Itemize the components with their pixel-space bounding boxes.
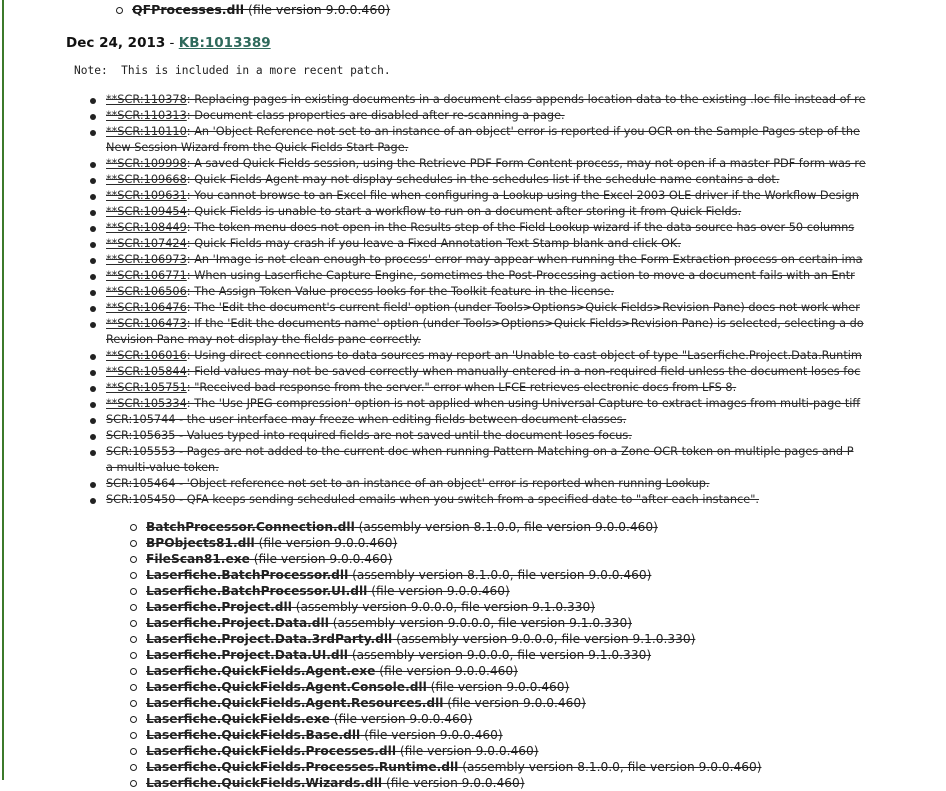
file-info: (file version 9.0.0.460) [375, 664, 518, 678]
scr-description: : A saved Quick Fields session, using the Retrieve PDF Form Content process, may not open if a master PDF form was re [186, 157, 866, 170]
scr-text [106, 445, 854, 458]
scr-id: **SCR:105334 [106, 397, 187, 410]
disc-bullet-icon [90, 482, 96, 488]
file-name: FileScan81.exe [146, 552, 250, 566]
circle-bullet-icon [130, 716, 137, 723]
disc-bullet-icon [90, 306, 96, 312]
file-name: Laserfiche.Project.Data.dll [146, 616, 329, 630]
scr-description: : "Received bad response from the server." error when LFCE retrieves electronic docs from LFS 8. [186, 381, 737, 394]
scr-item [106, 172, 946, 188]
file-name: Laserfiche.QuickFields.Processes.Runtime.dll [146, 760, 459, 774]
file-info: (assembly version 9.0.0.0, file version 9.1.0.330) [347, 648, 652, 662]
scr-id: **SCR:106506 [106, 285, 187, 298]
scr-text [106, 269, 855, 282]
file-info: (file version 9.0.0.460) [443, 696, 586, 710]
scr-item [106, 204, 946, 220]
circle-bullet-icon [130, 652, 137, 659]
scr-item [106, 188, 946, 204]
circle-bullet-icon [116, 7, 123, 14]
scr-item [106, 492, 946, 508]
disc-bullet-icon [90, 370, 96, 376]
top-file-entry [132, 2, 390, 17]
scr-id: **SCR:108449 [106, 221, 187, 234]
circle-bullet-icon [130, 636, 137, 643]
scr-description: : Using direct connections to data sources may report an 'Unable to cast object of type "Laserfiche.Project.Data.Runtim [186, 349, 862, 362]
circle-bullet-icon [130, 604, 137, 611]
scr-item [106, 108, 946, 124]
disc-bullet-icon [90, 130, 96, 136]
scr-description: : The 'Use JPEG compression' option is not applied when using Universal Capture to extract images from multi-page tiff [186, 397, 861, 410]
scr-id: **SCR:106016 [106, 349, 187, 362]
scr-description: SCR:105744 - the user interface may freeze when editing fields between document classes. [106, 413, 627, 426]
scr-item [106, 268, 946, 284]
disc-bullet-icon [90, 178, 96, 184]
disc-bullet-icon [90, 242, 96, 248]
file-item [146, 663, 761, 679]
scr-text [106, 253, 863, 266]
scr-id: **SCR:106771 [106, 269, 187, 282]
scr-item [106, 236, 946, 252]
scr-id: **SCR:109454 [106, 205, 187, 218]
scr-item [106, 428, 946, 444]
disc-bullet-icon [90, 402, 96, 408]
scr-id: **SCR:109998 [106, 157, 187, 170]
scr-item [106, 252, 946, 268]
scr-description: : Quick Fields may crash if you leave a Fixed Annotation Text Stamp blank and click OK. [186, 237, 681, 250]
scr-text [106, 237, 681, 250]
file-name: Laserfiche.QuickFields.Agent.Resources.dll [146, 696, 444, 710]
file-item [146, 727, 761, 743]
scr-item [106, 348, 946, 364]
disc-bullet-icon [90, 386, 96, 392]
file-info: (file version 9.0.0.460) [248, 2, 391, 17]
disc-bullet-icon [90, 322, 96, 328]
file-info: (assembly version 8.1.0.0, file version 9.0.0.460) [458, 760, 762, 774]
scr-description: : Quick Fields Agent may not display schedules in the schedules list if the schedule name contains a dot. [186, 173, 780, 186]
file-name: BatchProcessor.Connection.dll [146, 520, 355, 534]
scr-item [106, 284, 946, 300]
scr-description: : Document class properties are disabled after re-scanning a page. [186, 109, 565, 122]
disc-bullet-icon [90, 274, 96, 280]
circle-bullet-icon [130, 668, 137, 675]
disc-bullet-icon [90, 434, 96, 440]
file-item [146, 535, 761, 551]
scr-id: **SCR:110313 [106, 109, 187, 122]
scr-description: SCR:105553 - Pages are not added to the current doc when running Pattern Matching on a Zone OCR token on multiple pages and P [106, 445, 854, 458]
circle-bullet-icon [130, 732, 137, 739]
file-info: (assembly version 8.1.0.0, file version 9.0.0.460) [354, 520, 658, 534]
disc-bullet-icon [90, 450, 96, 456]
scr-item [106, 220, 946, 236]
heading-separator: - [165, 35, 179, 51]
scr-text [106, 285, 614, 298]
file-info: (file version 9.0.0.460) [329, 712, 473, 726]
scr-text [106, 381, 736, 394]
file-info: (file version 9.0.0.460) [249, 552, 393, 566]
file-item [146, 743, 761, 759]
scr-id: **SCR:106473 [106, 317, 187, 330]
kb-link[interactable]: KB:1013389 [178, 35, 271, 51]
scr-id: **SCR:109631 [106, 189, 187, 202]
release-date: Dec 24, 2013 [66, 35, 166, 51]
file-item [146, 551, 761, 567]
scr-description-continued: New Session Wizard from the Quick Fields Start Page. [106, 141, 409, 154]
scr-item [106, 396, 946, 412]
disc-bullet-icon [90, 162, 96, 168]
file-name: Laserfiche.QuickFields.Wizards.dll [146, 776, 383, 790]
scr-text [106, 493, 759, 506]
file-info: (file version 9.0.0.460) [254, 536, 398, 550]
scr-description: SCR:105450 - QFA keeps sending scheduled emails when you switch from a specified date to "after each instance". [106, 493, 760, 506]
file-name: Laserfiche.BatchProcessor.dll [146, 568, 349, 582]
circle-bullet-icon [130, 684, 137, 691]
file-item [146, 759, 761, 775]
file-item [146, 711, 761, 727]
file-name: Laserfiche.Project.Data.3rdParty.dll [146, 632, 393, 646]
file-item [146, 583, 761, 599]
file-item [146, 679, 761, 695]
disc-bullet-icon [90, 258, 96, 264]
scr-text [106, 125, 860, 138]
scr-description: : The token menu does not open in the Results step of the Field Lookup wizard if the data source has over 50 columns [186, 221, 855, 234]
disc-bullet-icon [90, 226, 96, 232]
scr-text [106, 205, 741, 218]
scr-text [106, 349, 862, 362]
scr-id: **SCR:105751 [106, 381, 187, 394]
scr-text [106, 429, 632, 442]
scr-item [106, 444, 946, 476]
scr-list [106, 92, 946, 508]
scr-id: **SCR:107424 [106, 237, 187, 250]
file-item [146, 599, 761, 615]
scr-description: : You cannot browse to an Excel file when configuring a Lookup using the Excel 2003 OLE driver if the Workflow Design [186, 189, 859, 202]
file-info: (assembly version 9.0.0.0, file version 9.1.0.330) [392, 632, 696, 646]
scr-item [106, 412, 946, 428]
file-name: Laserfiche.QuickFields.Agent.Console.dll [146, 680, 427, 694]
disc-bullet-icon [90, 210, 96, 216]
file-info: (file version 9.0.0.460) [360, 728, 503, 742]
file-name: Laserfiche.QuickFields.Base.dll [146, 728, 361, 742]
scr-item [106, 300, 946, 316]
scr-description: : Replacing pages in existing documents in a document class appends location data to the existing .loc file instead of re [186, 93, 866, 106]
note-text: Note: This is included in a more recent patch. [74, 64, 391, 77]
disc-bullet-icon [90, 290, 96, 296]
circle-bullet-icon [130, 700, 137, 707]
file-info: (file version 9.0.0.460) [396, 744, 539, 758]
file-item [146, 615, 761, 631]
scr-item [106, 92, 946, 108]
file-info: (assembly version 9.0.0.0, file version 9.1.0.330) [328, 616, 633, 630]
file-item [146, 775, 761, 791]
file-name: BPObjects81.dll [146, 536, 255, 550]
file-name: Laserfiche.Project.Data.UI.dll [146, 648, 348, 662]
scr-text [106, 365, 860, 378]
scr-id: **SCR:106476 [106, 301, 187, 314]
circle-bullet-icon [130, 556, 137, 563]
scr-description: : Field values may not be saved correctly when manually entered in a non-required field unless the document loses foc [186, 365, 861, 378]
file-name: Laserfiche.QuickFields.Processes.dll [146, 744, 396, 758]
file-name: Laserfiche.QuickFields.exe [146, 712, 330, 726]
scr-text [106, 397, 860, 410]
scr-description: : The Assign Token Value process looks for the Toolkit feature in the license. [186, 285, 615, 298]
scr-item [106, 380, 946, 396]
scr-text [106, 477, 710, 490]
scr-text [106, 93, 865, 106]
scr-text [106, 173, 779, 186]
circle-bullet-icon [130, 524, 137, 531]
scr-id: **SCR:109668 [106, 173, 187, 186]
scr-id: **SCR:106973 [106, 253, 187, 266]
scr-text [106, 413, 626, 426]
scr-description-continued: a multi-value token. [106, 461, 219, 474]
disc-bullet-icon [90, 194, 96, 200]
file-info: (file version 9.0.0.460) [367, 584, 510, 598]
scr-text [106, 301, 860, 314]
disc-bullet-icon [90, 418, 96, 424]
file-info: (assembly version 8.1.0.0, file version 9.0.0.460) [348, 568, 652, 582]
file-name: Laserfiche.Project.dll [146, 600, 292, 614]
scr-item [106, 364, 946, 380]
scr-text [106, 317, 864, 330]
disc-bullet-icon [90, 354, 96, 360]
circle-bullet-icon [130, 764, 137, 771]
scr-id: **SCR:110378 [106, 93, 187, 106]
file-item [146, 695, 761, 711]
file-name: Laserfiche.QuickFields.Agent.exe [146, 664, 376, 678]
file-item [146, 631, 761, 647]
scr-description: : An 'Object Reference not set to an instance of an object' error is reported if you OCR on the Sample Pages step of the [186, 125, 860, 138]
scr-text [106, 221, 854, 234]
scr-description: SCR:105635 - Values typed into required fields are not saved until the document loses focus. [106, 429, 632, 442]
file-info: (file version 9.0.0.460) [382, 776, 525, 790]
disc-bullet-icon [90, 114, 96, 120]
disc-bullet-icon [90, 98, 96, 104]
scr-description: : An 'Image is not clean enough to process' error may appear when running the Form Extraction process on certain ima [186, 253, 863, 266]
scr-description: : If the 'Edit the documents name' option (under Tools>Options>Quick Fields>Revision Pane) is selected, selecting a do [186, 317, 864, 330]
scr-text [106, 109, 565, 122]
scr-item [106, 124, 946, 156]
file-item [146, 647, 761, 663]
left-edge-bar [2, 0, 4, 780]
circle-bullet-icon [130, 780, 137, 787]
scr-description: : When using Laserfiche Capture Engine, sometimes the Post-Processing action to move a document fails with an Entr [186, 269, 855, 282]
scr-description: : Quick Fields is unable to start a workflow to run on a document after storing it from Quick Fields. [186, 205, 742, 218]
scr-text [106, 189, 859, 202]
scr-item [106, 476, 946, 492]
scr-description-continued: Revision Pane may not display the fields pane correctly. [106, 333, 421, 346]
file-info: (file version 9.0.0.460) [426, 680, 570, 694]
circle-bullet-icon [130, 620, 137, 627]
scr-id: **SCR:105844 [106, 365, 187, 378]
file-item [146, 567, 761, 583]
file-name: Laserfiche.BatchProcessor.UI.dll [146, 584, 368, 598]
scr-description: SCR:105464 - 'Object reference not set to an instance of an object' error is reported when running Lookup. [106, 477, 710, 490]
scr-item [106, 316, 946, 348]
circle-bullet-icon [130, 572, 137, 579]
disc-bullet-icon [90, 498, 96, 504]
scr-item [106, 156, 946, 172]
file-item [146, 519, 761, 535]
circle-bullet-icon [130, 540, 137, 547]
file-list [146, 519, 761, 791]
circle-bullet-icon [130, 748, 137, 755]
file-info: (assembly version 9.0.0.0, file version 9.1.0.330) [291, 600, 595, 614]
file-name: QFProcesses.dll [132, 2, 245, 17]
scr-id: **SCR:110110 [106, 125, 187, 138]
release-heading [66, 35, 271, 51]
scr-text [106, 157, 866, 170]
circle-bullet-icon [130, 588, 137, 595]
scr-description: : The 'Edit the document's current field' option (under Tools>Options>Quick Fields>Revision Pane) does not work wher [186, 301, 860, 314]
